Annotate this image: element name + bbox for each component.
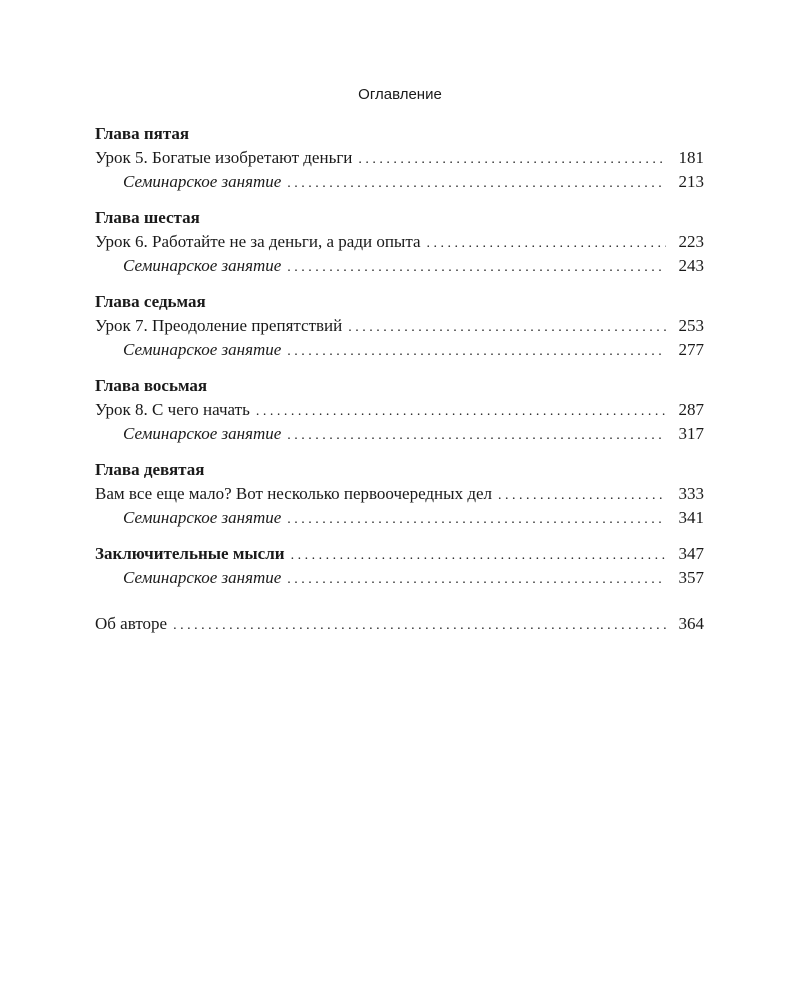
toc-section-chapter-5 — [95, 122, 704, 194]
toc-entry-seminar[interactable] — [95, 566, 704, 590]
toc-section-final-thoughts — [95, 542, 704, 590]
table-of-contents — [95, 122, 704, 636]
page-number: 223 — [678, 232, 704, 251]
chapter-title: Глава девятая — [95, 460, 205, 479]
entry-title: Урок 5. Богатые изобретают деньги — [95, 148, 353, 167]
page-header-title: Оглавление — [358, 86, 442, 103]
page-number: 213 — [678, 172, 704, 191]
dot-leader — [427, 232, 666, 256]
entry-title: Семинарское занятие — [123, 172, 282, 191]
entry-title: Семинарское занятие — [123, 568, 282, 587]
entry-title: Семинарское занятие — [123, 340, 282, 359]
toc-entry-seminar[interactable] — [95, 170, 704, 194]
page-number: 277 — [678, 340, 704, 359]
page-number: 333 — [678, 484, 704, 503]
toc-section-chapter-6 — [95, 206, 704, 278]
page-number: 287 — [678, 400, 704, 419]
toc-entry-final-thoughts[interactable] — [95, 542, 704, 566]
dot-leader — [291, 544, 666, 568]
page-number: 243 — [678, 256, 704, 275]
dot-leader — [173, 614, 666, 638]
page-number: 357 — [678, 568, 704, 587]
toc-entry-about-author[interactable] — [95, 612, 704, 636]
toc-entry-lesson[interactable] — [95, 230, 704, 254]
toc-entry-lesson[interactable] — [95, 482, 704, 506]
spacer — [95, 590, 704, 612]
chapter-title: Глава шестая — [95, 208, 200, 227]
entry-title: Об авторе — [95, 614, 168, 633]
dot-leader — [287, 568, 666, 592]
entry-title: Семинарское занятие — [123, 256, 282, 275]
toc-entry-lesson[interactable] — [95, 314, 704, 338]
dot-leader — [348, 316, 666, 340]
toc-entry-seminar[interactable] — [95, 254, 704, 278]
toc-section-chapter-7 — [95, 290, 704, 362]
entry-title: Заключительные мысли — [95, 544, 285, 563]
page-number: 347 — [678, 544, 704, 563]
entry-title: Урок 7. Преодоление препятствий — [95, 316, 343, 335]
page-number: 364 — [678, 614, 704, 633]
page-number: 253 — [678, 316, 704, 335]
entry-title: Урок 6. Работайте не за деньги, а ради опыта — [95, 232, 421, 251]
toc-entry-lesson[interactable] — [95, 146, 704, 170]
toc-entry-lesson[interactable] — [95, 398, 704, 422]
entry-title: Вам все еще мало? Вот несколько первоочередных дел — [95, 484, 493, 503]
dot-leader — [498, 484, 666, 508]
page-number: 181 — [678, 148, 704, 167]
dot-leader — [287, 508, 666, 532]
page-number: 341 — [678, 508, 704, 527]
chapter-title: Глава седьмая — [95, 292, 206, 311]
chapter-title: Глава пятая — [95, 124, 190, 143]
toc-entry-seminar[interactable] — [95, 338, 704, 362]
dot-leader — [256, 400, 666, 424]
dot-leader — [358, 148, 666, 172]
toc-section-chapter-8 — [95, 374, 704, 446]
entry-title: Семинарское занятие — [123, 508, 282, 527]
entry-title: Семинарское занятие — [123, 424, 282, 443]
toc-section-chapter-9 — [95, 458, 704, 530]
toc-entry-seminar[interactable] — [95, 506, 704, 530]
dot-leader — [287, 340, 666, 364]
entry-title: Урок 8. С чего начать — [95, 400, 250, 419]
dot-leader — [287, 424, 666, 448]
page-number: 317 — [678, 424, 704, 443]
dot-leader — [287, 256, 666, 280]
chapter-title: Глава восьмая — [95, 376, 208, 395]
toc-entry-seminar[interactable] — [95, 422, 704, 446]
dot-leader — [287, 172, 666, 196]
